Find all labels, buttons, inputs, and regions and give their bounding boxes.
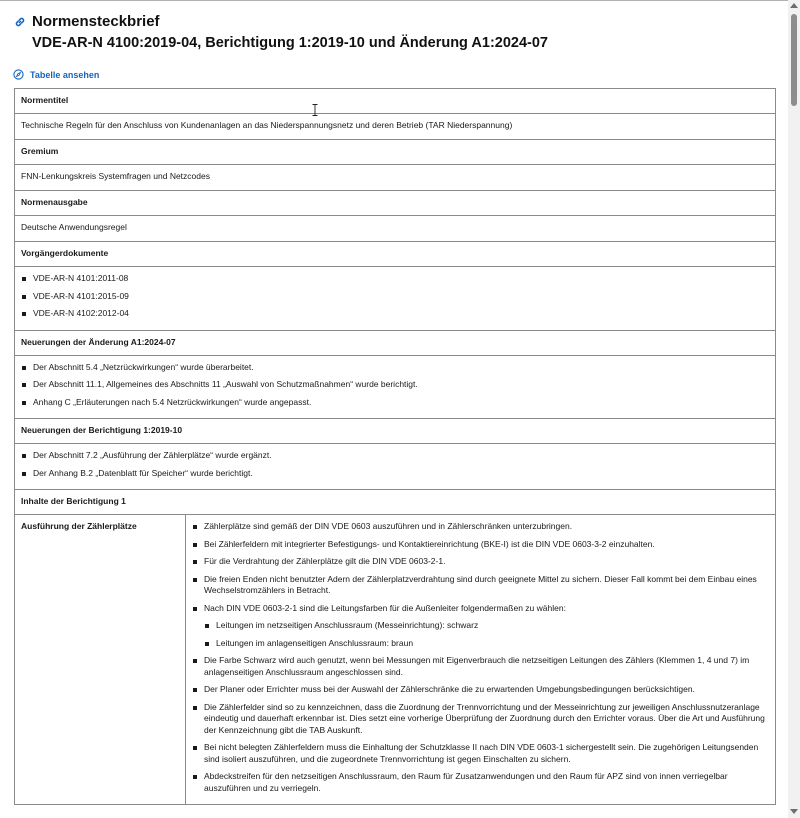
vertical-scrollbar[interactable] xyxy=(788,0,800,818)
list-item: Die freien Enden nicht benutzter Adern der Zählerplatzverdrahtung sind durch geeignete Mittel zu sichern. Dieser Fall kommt bei dem Einbau eines Wechselstromzählers in Betracht. xyxy=(192,574,769,597)
scrollbar-thumb[interactable] xyxy=(791,14,797,106)
page-header xyxy=(13,13,548,52)
table-row xyxy=(15,191,776,216)
list-item: Zählerplätze sind gemäß der DIN VDE 0603 auszuführen und in Zählerschränken unterzubringen. xyxy=(192,521,769,533)
table-row xyxy=(15,444,776,490)
table-row xyxy=(15,419,776,444)
list-item xyxy=(192,603,769,650)
list-item: Leitungen im netzseitigen Anschlussraum (Messeinrichtung): schwarz xyxy=(204,620,769,632)
compass-icon xyxy=(13,69,24,80)
list-item: Die Zählerfelder sind so zu kennzeichnen, dass die Zuordnung der Trennvorrichtung und der Messeinrichtung zur jeweiligen Anschlussnutzeranlage eindeutig und dauerhaft erkennbar ist. Dies setzt eine vorherige Überprüfung der Zuordnung durch den Errichter voraus. Über die Art und Ausführung der Kennzeichnung gibt die TAB Auskunft. xyxy=(192,702,769,737)
table-row xyxy=(15,165,776,191)
table-row xyxy=(15,330,776,355)
scroll-down-icon[interactable] xyxy=(790,809,798,814)
neuerungen-b1-label: Neuerungen der Berichtigung 1:2019-10 xyxy=(15,419,776,444)
list-item: Die Farbe Schwarz wird auch genutzt, wenn bei Messungen mit Eigenverbrauch die netzseitigen Leitungen des Zählers (Klemmen 1, 4 und 7) im anlagenseitigen Anschlussraum angeschlossen sind. xyxy=(192,655,769,678)
vorgaenger-list xyxy=(21,267,769,330)
list-item: VDE-AR-N 4101:2011-08 xyxy=(21,273,769,285)
list-item: Leitungen im anlagenseitigen Anschlussraum: braun xyxy=(204,638,769,650)
scroll-up-icon[interactable] xyxy=(790,3,798,8)
view-table-link[interactable] xyxy=(13,69,99,80)
list-item: Bei Zählerfeldern mit integrierter Befestigungs- und Kontaktiereinrichtung (BKE-I) ist die DIN VDE 0603-3-2 einzuhalten. xyxy=(192,539,769,551)
list-item: Abdeckstreifen für den netzseitigen Anschlussraum, den Raum für Zusatzanwendungen und den Raum für APZ sind von innen verriegelbar auszuführen und zu verriegeln. xyxy=(192,771,769,794)
list-item: Der Abschnitt 11.1, Allgemeines des Abschnitts 11 „Auswahl von Schutzmaßnahmen“ wurde berichtigt. xyxy=(21,379,769,391)
page-subtitle: VDE-AR-N 4100:2019-04, Berichtigung 1:2019-10 und Änderung A1:2024-07 xyxy=(32,35,548,51)
ausfuehrung-label: Ausführung der Zählerplätze xyxy=(15,515,186,805)
table-row xyxy=(15,140,776,165)
table-row xyxy=(15,114,776,140)
neuerungen-a1-list xyxy=(21,356,769,419)
link-icon[interactable] xyxy=(13,15,27,29)
normentitel-label: Normentitel xyxy=(15,89,776,114)
table-row xyxy=(15,490,776,515)
text-cursor-icon xyxy=(312,103,318,115)
list-item: Der Anhang B.2 „Datenblatt für Speicher“ wurde berichtigt. xyxy=(21,468,769,480)
table-row xyxy=(15,242,776,267)
list-item: VDE-AR-N 4102:2012-04 xyxy=(21,308,769,320)
list-item: Anhang C „Erläuterungen nach 5.4 Netzrückwirkungen“ wurde angepasst. xyxy=(21,397,769,409)
vorgaenger-label: Vorgängerdokumente xyxy=(15,242,776,267)
normenausgabe-label: Normenausgabe xyxy=(15,191,776,216)
view-table-label: Tabelle ansehen xyxy=(30,69,100,80)
list-item: Für die Verdrahtung der Zählerplätze gilt die DIN VDE 0603-2-1. xyxy=(192,556,769,568)
list-item-text: Nach DIN VDE 0603-2-1 sind die Leitungsfarben für die Außenleiter folgendermaßen zu wählen: xyxy=(204,602,566,613)
table-row xyxy=(15,355,776,419)
neuerungen-b1-list xyxy=(21,444,769,489)
leitungsfarben-sublist xyxy=(204,620,769,649)
page-title: Normensteckbrief xyxy=(32,13,160,30)
standards-profile-table xyxy=(14,88,776,805)
table-row xyxy=(15,216,776,242)
list-item: Der Planer oder Errichter muss bei der Auswahl der Zählerschränke die zu erwartenden Umgebungsbedingungen berücksichtigen. xyxy=(192,684,769,696)
ausfuehrung-list xyxy=(192,515,769,804)
list-item: Der Abschnitt 7.2 „Ausführung der Zählerplätze“ wurde ergänzt. xyxy=(21,450,769,462)
list-item: Bei nicht belegten Zählerfeldern muss die Einhaltung der Schutzklasse II nach DIN VDE 0603-1 sichergestellt sein. Die zugehörigen Leitungsenden sind isoliert auszuführen, und die zugeordnete Trennvorrichtung ist gegen Einschalten zu sichern. xyxy=(192,742,769,765)
inhalte-label: Inhalte der Berichtigung 1 xyxy=(15,490,776,515)
gremium-value: FNN-Lenkungskreis Systemfragen und Netzcodes xyxy=(15,165,776,191)
gremium-label: Gremium xyxy=(15,140,776,165)
list-item: VDE-AR-N 4101:2015-09 xyxy=(21,291,769,303)
table-row xyxy=(15,89,776,114)
neuerungen-a1-label: Neuerungen der Änderung A1:2024-07 xyxy=(15,330,776,355)
normenausgabe-value: Deutsche Anwendungsregel xyxy=(15,216,776,242)
table-row xyxy=(15,515,776,805)
normentitel-value: Technische Regeln für den Anschluss von Kundenanlagen an das Niederspannungsnetz und deren Betrieb (TAR Niederspannung) xyxy=(15,114,776,140)
list-item: Der Abschnitt 5.4 „Netzrückwirkungen“ wurde überarbeitet. xyxy=(21,362,769,374)
table-row xyxy=(15,267,776,331)
